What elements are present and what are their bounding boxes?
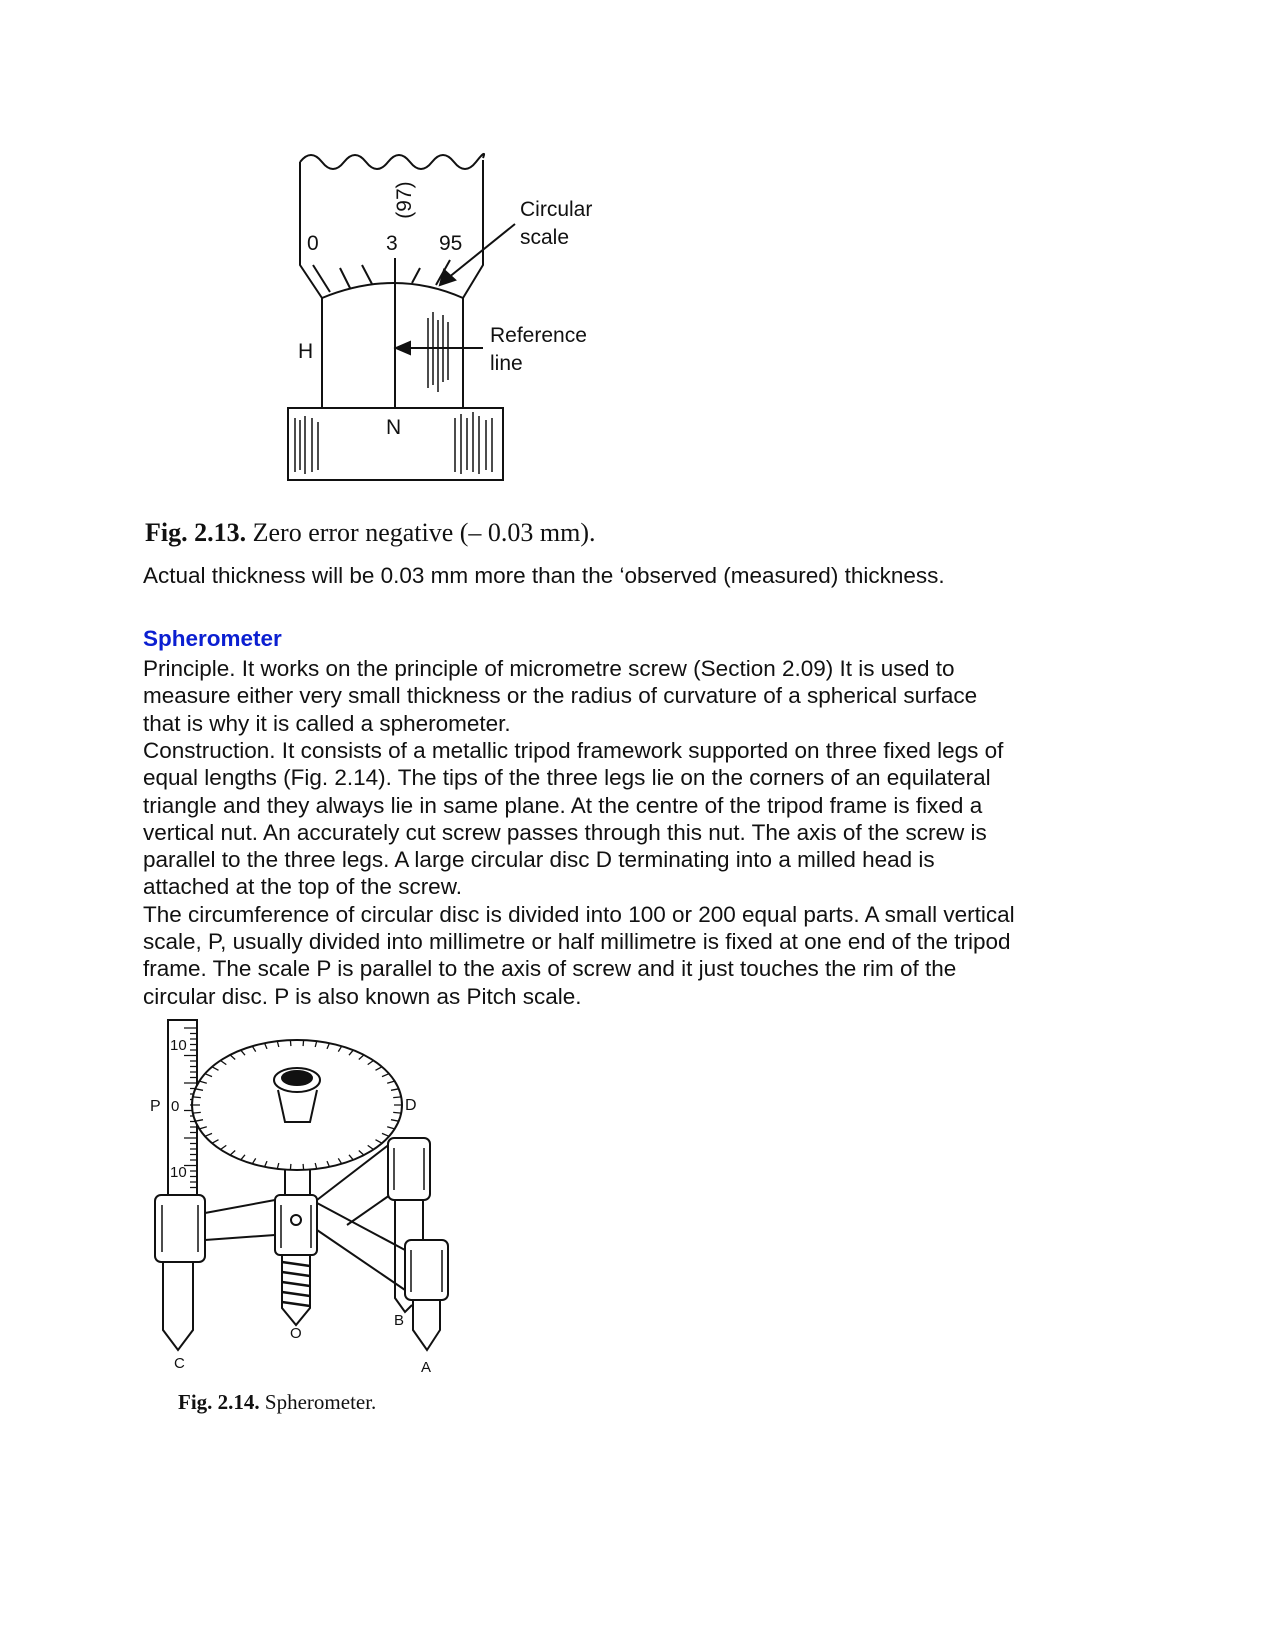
caption-number: Fig. 2.13. (145, 518, 247, 547)
ruler-label-0: 0 (171, 1098, 180, 1115)
label-reference-line-2: line (490, 352, 523, 375)
caption-text: Zero error negative (– 0.03 mm). (252, 518, 596, 547)
paragraph-1-line: Construction. It consists of a metallic tripod framework supported on three fixed legs of (143, 737, 1004, 763)
label-97: (97) (393, 181, 416, 219)
paragraph-0-line: that is why it is called a spherometer. (143, 710, 511, 736)
label-d: D (405, 1097, 417, 1114)
label-reference-line: Reference (490, 324, 587, 347)
paragraph-1-line: triangle and they always lie in same plane. At the centre of the tripod frame is fixed a (143, 792, 983, 818)
label-a: A (421, 1359, 432, 1376)
label-circular-scale: Circular (520, 198, 593, 221)
ruler-label-10-top: 10 (170, 1037, 187, 1054)
label-3: 3 (386, 232, 398, 255)
caption-text: Spherometer. (264, 1390, 377, 1414)
label-circular-scale-2: scale (520, 226, 570, 249)
label-n: N (386, 416, 402, 439)
label-b: B (394, 1312, 405, 1329)
figure-2-13-micrometer-diagram (288, 154, 592, 480)
label-h: H (298, 340, 314, 363)
paragraph-1-line: attached at the top of the screw. (143, 874, 462, 900)
paragraph-2-line: frame. The scale P is parallel to the axis of screw and it just touches the rim of the (143, 956, 957, 982)
paragraph-0-line: measure either very small thickness or the radius of curvature of a spherical surface (143, 683, 978, 709)
paragraph-2-line: circular disc. P is also known as Pitch scale. (143, 983, 582, 1009)
label-c: C (174, 1355, 185, 1372)
note-text: Actual thickness will be 0.03 mm more than the ‘observed (measured) thickness. (143, 563, 945, 588)
paragraph-1-line: equal lengths (Fig. 2.14). The tips of the three legs lie on the corners of an equilateral (143, 765, 991, 791)
paragraph-2-line: The circumference of circular disc is divided into 100 or 200 equal parts. A small vertical (143, 901, 1015, 927)
paragraph-0-line: Principle. It works on the principle of micrometre screw (Section 2.09) It is used to (143, 656, 955, 681)
paragraph-2-line: scale, P, usually divided into millimetre or half millimetre is fixed at one end of the tripod (143, 929, 1011, 954)
section-heading: Spherometer (143, 626, 282, 651)
paragraph-1-line: vertical nut. An accurately cut screw passes through this nut. The axis of the screw is (143, 819, 987, 845)
figure-2-13-caption (145, 518, 596, 548)
label-p: P (150, 1098, 161, 1115)
label-o: O (290, 1325, 302, 1342)
label-0: 0 (307, 232, 319, 255)
figure-2-14-spherometer-diagram (150, 1020, 448, 1376)
label-95: 95 (439, 232, 463, 255)
caption-number: Fig. 2.14. (178, 1390, 260, 1414)
paragraph-1-line: parallel to the three legs. A large circular disc D terminating into a milled head is (143, 847, 935, 873)
ruler-label-10-bottom: 10 (170, 1164, 187, 1181)
figure-2-14-caption (178, 1390, 376, 1415)
